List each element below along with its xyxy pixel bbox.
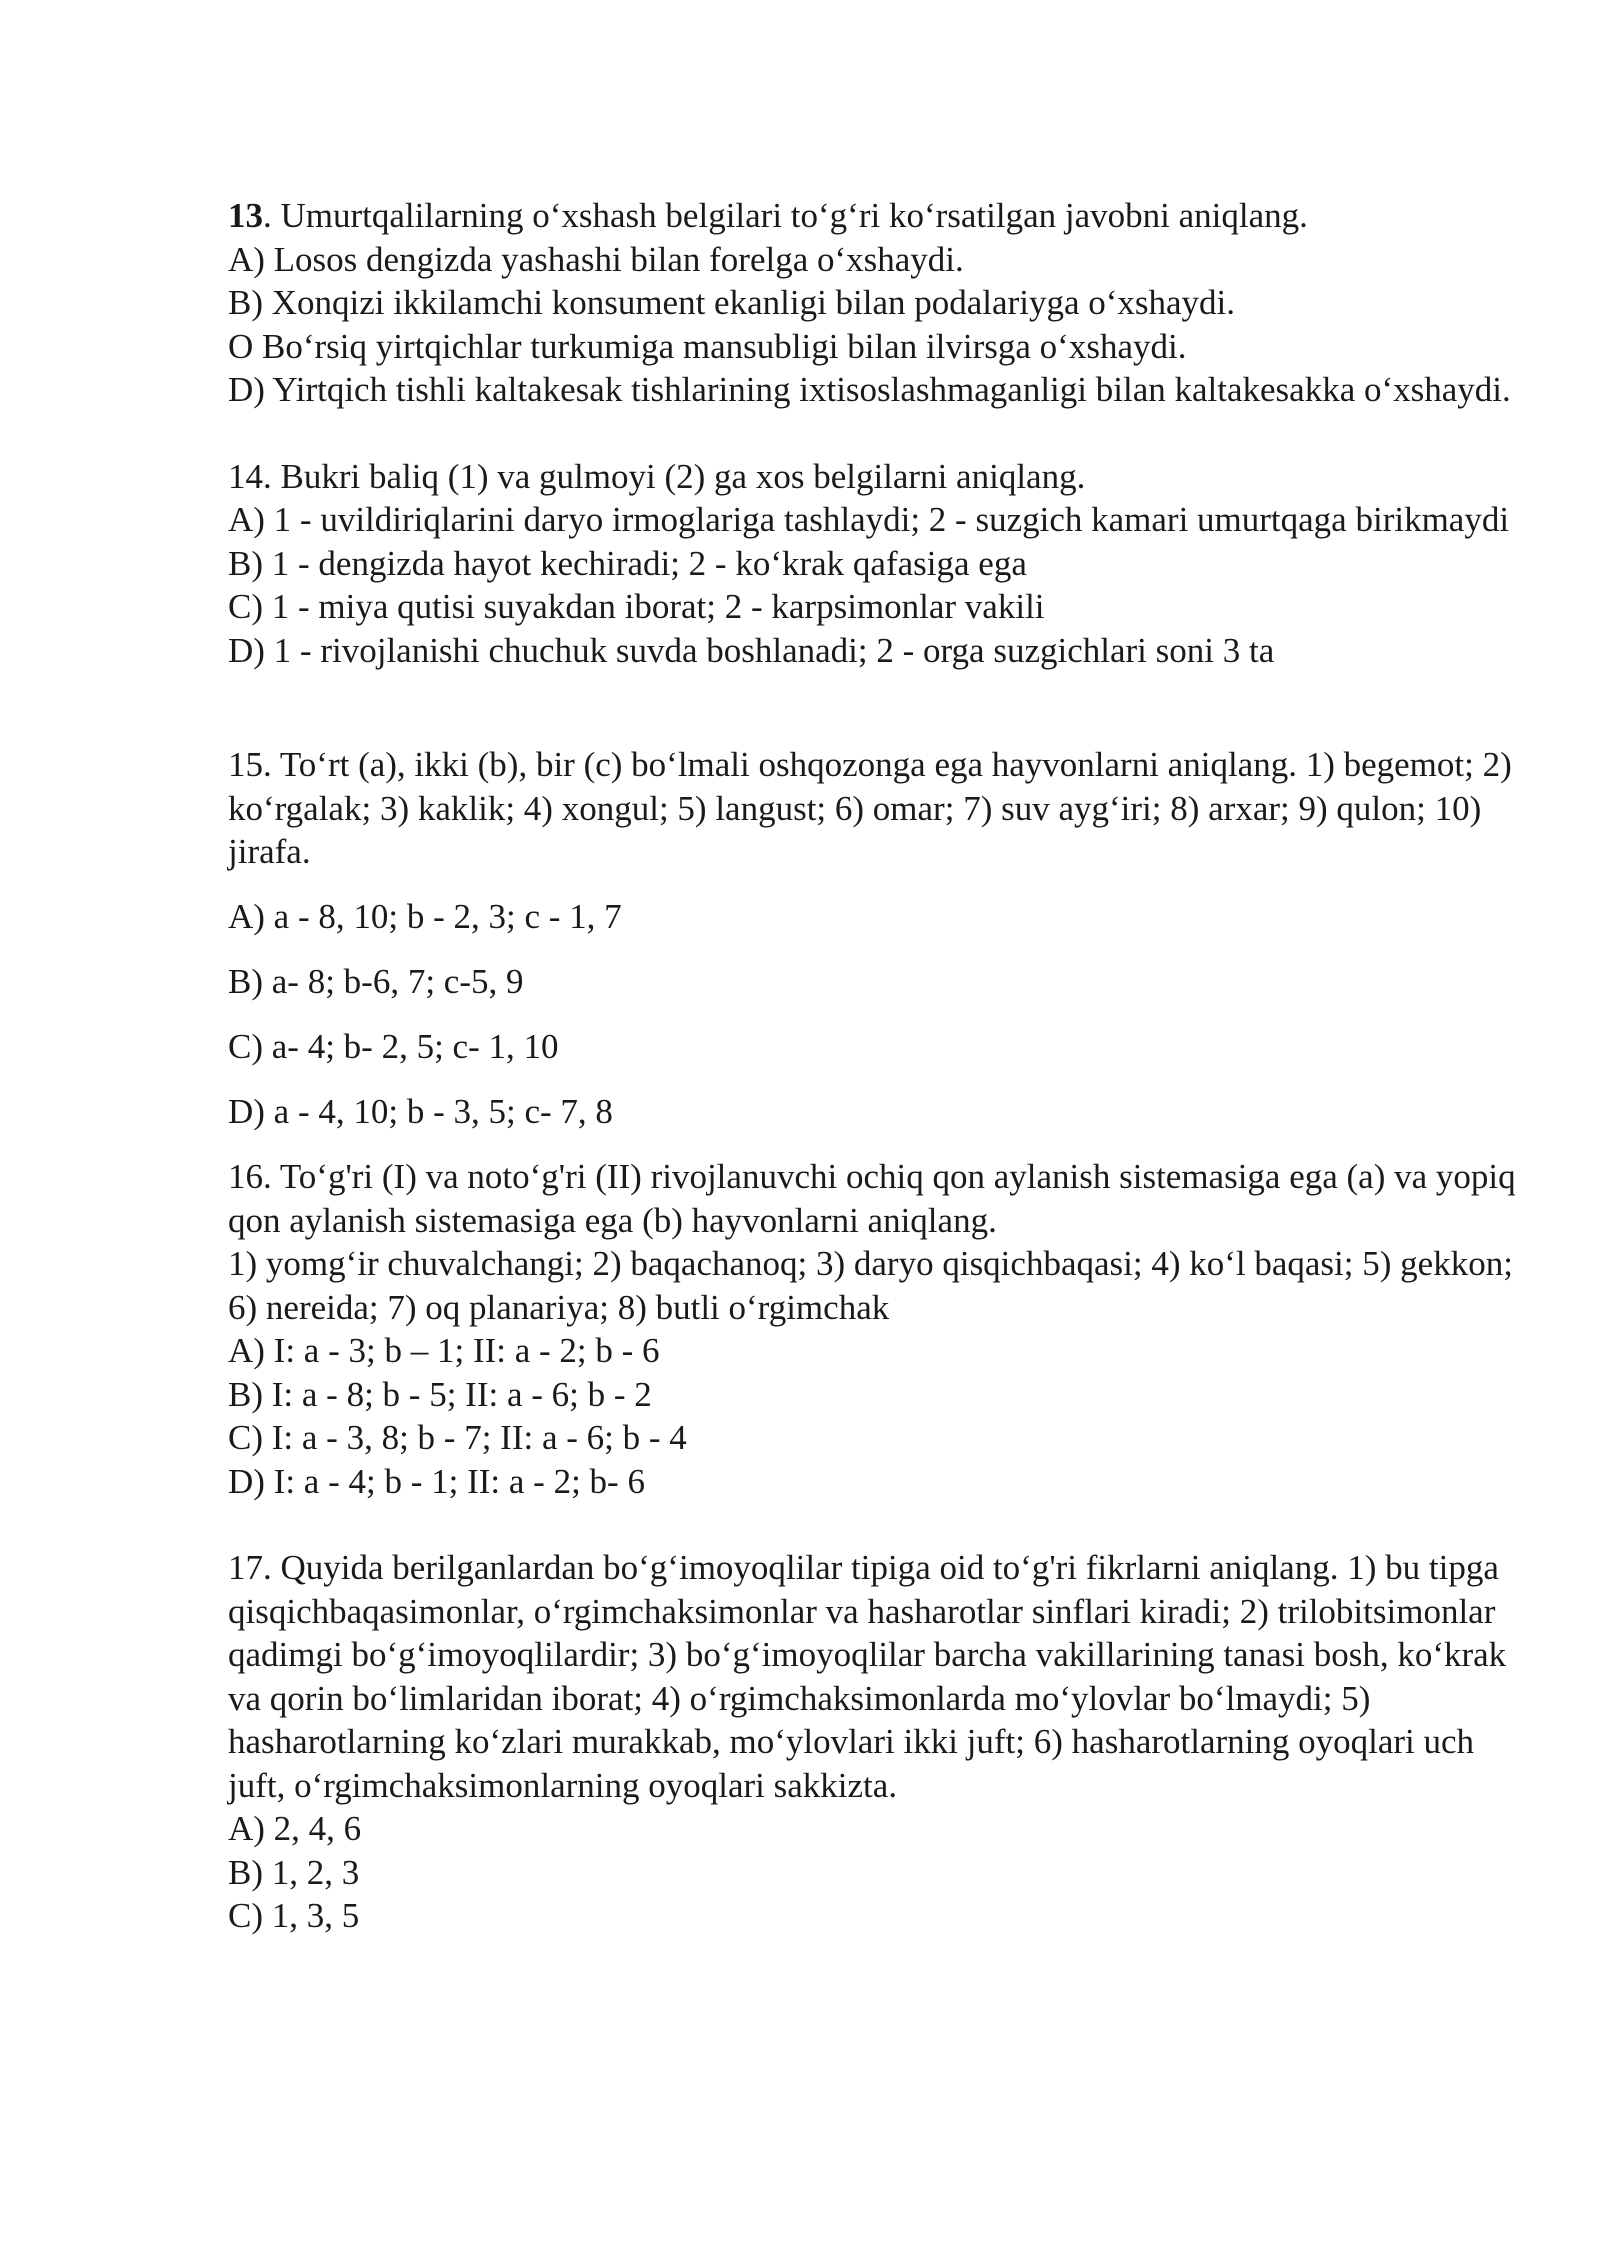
answer-option-b: B) Xonqizi ikkilamchi konsument ekanligi bilan podalariyga o‘xshaydi. — [228, 283, 1236, 322]
answer-option-c: C) 1 - miya qutisi suyakdan iborat; 2 - karpsimonlar vakili — [228, 587, 1045, 626]
question-number: 13 — [228, 196, 263, 235]
question-16 — [228, 1155, 1528, 1503]
answer-option-d: D) 1 - rivojlanishi chuchuk suvda boshlanadi; 2 - orga suzgichlari soni 3 ta — [228, 630, 1275, 670]
answer-option-d: D) Yirtqich tishli kaltakesak tishlarining ixtisoslashmaganligi bilan kaltakesakka o‘xshaydi. — [228, 370, 1511, 409]
answer-option-c: C) 1, 3, 5 — [228, 1896, 360, 1935]
question-stem: 15. To‘rt (a), ikki (b), bir (c) bo‘lmali oshqozonga ega hayvonlarni aniqlang. 1) begemot; 2) ko‘rgalak; 3) kaklik; 4) xongul; 5) langust; 6) omar; 7) suv ayg‘iri; 8) arxar; 9) qulon; 10) jirafa. — [228, 745, 1512, 871]
answer-option-a: A) I: a - 3; b – 1; II: a - 2; b - 6 — [228, 1331, 660, 1370]
question-15 — [228, 743, 1528, 1133]
question-stem: 16. To‘g'ri (I) va noto‘g'ri (II) rivojlanuvchi ochiq qon aylanish sistemasiga ega (a) va yopiq qon aylanish sistemasiga ega (b) hayvonlarni aniqlang. — [228, 1157, 1516, 1240]
answer-option-b: B) a- 8; b-6, 7; c-5, 9 — [228, 961, 524, 1001]
answer-option-b: B) 1 - dengizda hayot kechiradi; 2 - ko‘krak qafasiga ega — [228, 543, 1027, 583]
answer-option-a: A) Losos dengizda yashashi bilan forelga o‘xshaydi. — [228, 239, 964, 279]
answer-option-a: A) 1 - uvildiriqlarini daryo irmoglariga tashlaydi; 2 - suzgich kamari umurtqaga birikmaydi — [228, 500, 1510, 539]
answer-option-c: C) a- 4; b- 2, 5; c- 1, 10 — [228, 1026, 559, 1066]
answer-option-a: A) 2, 4, 6 — [228, 1809, 362, 1848]
question-17 — [228, 1546, 1528, 1938]
question-14 — [228, 455, 1528, 673]
question-stem: 17. Quyida berilganlardan bo‘g‘imoyoqlilar tipiga oid to‘g'ri fikrlarni aniqlang. 1) bu tipga qisqichbaqasimonlar, o‘rgimchaksimonlar va hasharotlar sinflari kiradi; 2) trilobitsimonlar qadimgi bo‘g‘imoyoqlilardir; 3) bo‘g‘imoyoqlilar barcha vakillarining tanasi bosh, ko‘krak va qorin bo‘limlaridan iborat; 4) o‘rgimchaksimonlarda mo‘ylovlar bo‘lmaydi; 5) hasharotlarning ko‘zlari murakkab, mo‘ylovlari ikki juft; 6) hasharotlarning oyoqlari uch juft, o‘rgimchaksimonlarning oyoqlari sakkizta. — [228, 1548, 1507, 1805]
answer-option-a: A) a - 8, 10; b - 2, 3; c - 1, 7 — [228, 896, 622, 936]
document-page — [228, 194, 1528, 1938]
answer-option-b: B) 1, 2, 3 — [228, 1852, 360, 1892]
question-item-list: 1) yomg‘ir chuvalchangi; 2) baqachanoq; 3) daryo qisqichbaqasi; 4) ko‘l baqasi; 5) gekkon; 6) nereida; 7) oq planariya; 8) butli o‘rgimchak — [228, 1244, 1513, 1327]
question-stem — [228, 194, 1528, 238]
answer-option-c: C) I: a - 3, 8; b - 7; II: a - 6; b - 4 — [228, 1418, 687, 1457]
answer-option-d: D) I: a - 4; b - 1; II: a - 2; b- 6 — [228, 1461, 645, 1501]
answer-option-c: O Bo‘rsiq yirtqichlar turkumiga mansubligi bilan ilvirsga o‘xshaydi. — [228, 326, 1187, 366]
question-text: . Umurtqalilarning o‘xshash belgilari to‘g‘ri ko‘rsatilgan javobni aniqlang. — [263, 196, 1308, 235]
question-13 — [228, 194, 1528, 412]
question-stem: 14. Bukri baliq (1) va gulmoyi (2) ga xos belgilarni aniqlang. — [228, 456, 1086, 496]
answer-option-b: B) I: a - 8; b - 5; II: a - 6; b - 2 — [228, 1374, 652, 1414]
answer-option-d: D) a - 4, 10; b - 3, 5; c- 7, 8 — [228, 1091, 613, 1131]
